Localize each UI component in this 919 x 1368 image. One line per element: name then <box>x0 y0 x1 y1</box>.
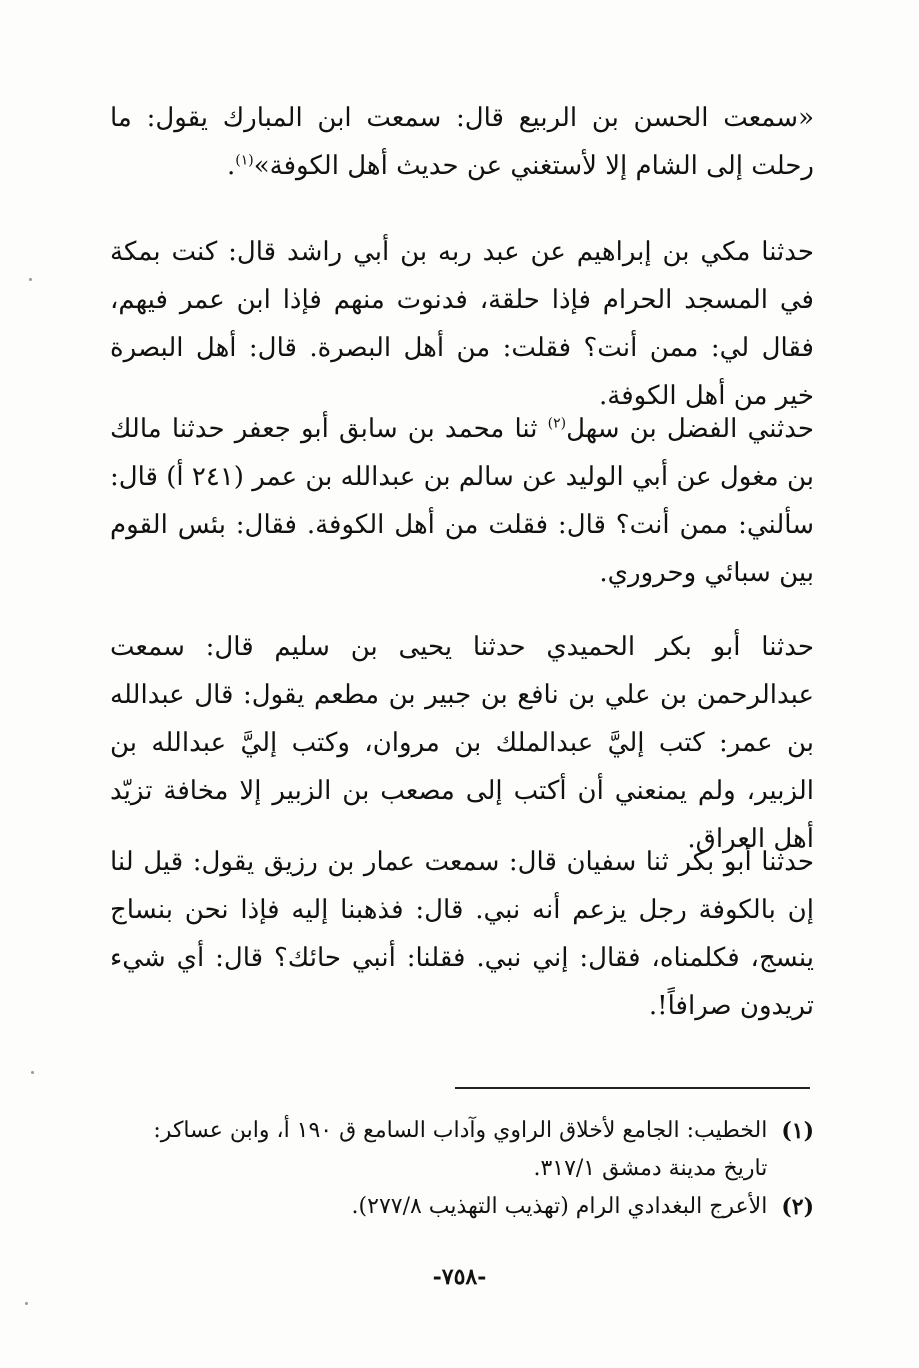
scan-speck <box>25 1302 28 1305</box>
paragraph-1 <box>110 94 814 190</box>
footnote-1-number: (١) <box>781 1118 814 1144</box>
scan-speck <box>29 278 32 281</box>
footnotes <box>110 1112 814 1226</box>
footnote-2 <box>110 1188 814 1226</box>
paragraph-1-text: «سمعت الحسن بن الربيع قال: سمعت ابن المبارك يقول: ما رحلت إلى الشام إلا لأستغني عن حديث أهل الكوفة» <box>110 103 814 181</box>
paragraph-4: حدثنا أبو بكر الحميدي حدثنا يحيى بن سليم قال: سمعت عبدالرحمن بن علي بن نافع بن جبير بن مطعم يقول: قال عبدالله بن عمر: كتب إليَّ عبدالملك بن مروان، وكتب إليَّ عبدالله بن الزبير، ولم يمنعني أن أكتب إلى مصعب بن الزبير إلا مخافة تزيّد أهل العراق. <box>110 632 814 854</box>
footnote-reference-2: (٢) <box>547 415 567 432</box>
footnote-divider <box>455 1087 810 1089</box>
paragraph-3-text-before: حدثني الفضل بن سهل <box>566 414 815 444</box>
scan-speck <box>31 1071 34 1074</box>
footnote-2-text: الأعرج البغدادي الرام (تهذيب التهذيب ٢٧٧/٨). <box>351 1194 768 1219</box>
paragraph-3 <box>110 405 814 597</box>
footnote-1 <box>110 1112 814 1188</box>
paragraph-2: حدثنا مكي بن إبراهيم عن عبد ربه بن أبي راشد قال: كنت بمكة في المسجد الحرام فإذا حلقة، فدنوت منهم فإذا ابن عمر فيهم، فقال لي: ممن أنت؟ فقلت: من أهل البصرة. قال: أهل البصرة خير من أهل الكوفة. <box>110 237 814 411</box>
paragraph-5: حدثنا أبو بكر ثنا سفيان قال: سمعت عمار بن رزيق يقول: قيل لنا إن بالكوفة رجل يزعم أنه نبي. قال: فذهبنا إليه فإذا نحن بنساج ينسج، فكلمناه، فقال: إني نبي. فقلنا: أنبي حائك؟ قال: أي شيء تريدون صرافاً!. <box>110 847 814 1021</box>
paragraph-1-tail: . <box>227 151 236 181</box>
footnote-1-text: الخطيب: الجامع لأخلاق الراوي وآداب السامع ق ١٩٠ أ، وابن عساكر: تاريخ مدينة دمشق ٣١٧/١. <box>153 1118 768 1181</box>
paragraph-3-text-after: ثنا محمد بن سابق أبو جعفر حدثنا مالك بن مغول عن أبي الوليد عن سالم بن عبدالله بن عمر (٢٤١ أ) قال: سألني: ممن أنت؟ قال: فقلت من أهل الكوفة. فقال: بئس القوم بين سبائي وحروري. <box>109 414 814 588</box>
footnote-2-number: (٢) <box>781 1194 814 1220</box>
page-number: -٧٥٨- <box>432 1264 487 1290</box>
footnote-reference-1: (١) <box>235 152 254 169</box>
